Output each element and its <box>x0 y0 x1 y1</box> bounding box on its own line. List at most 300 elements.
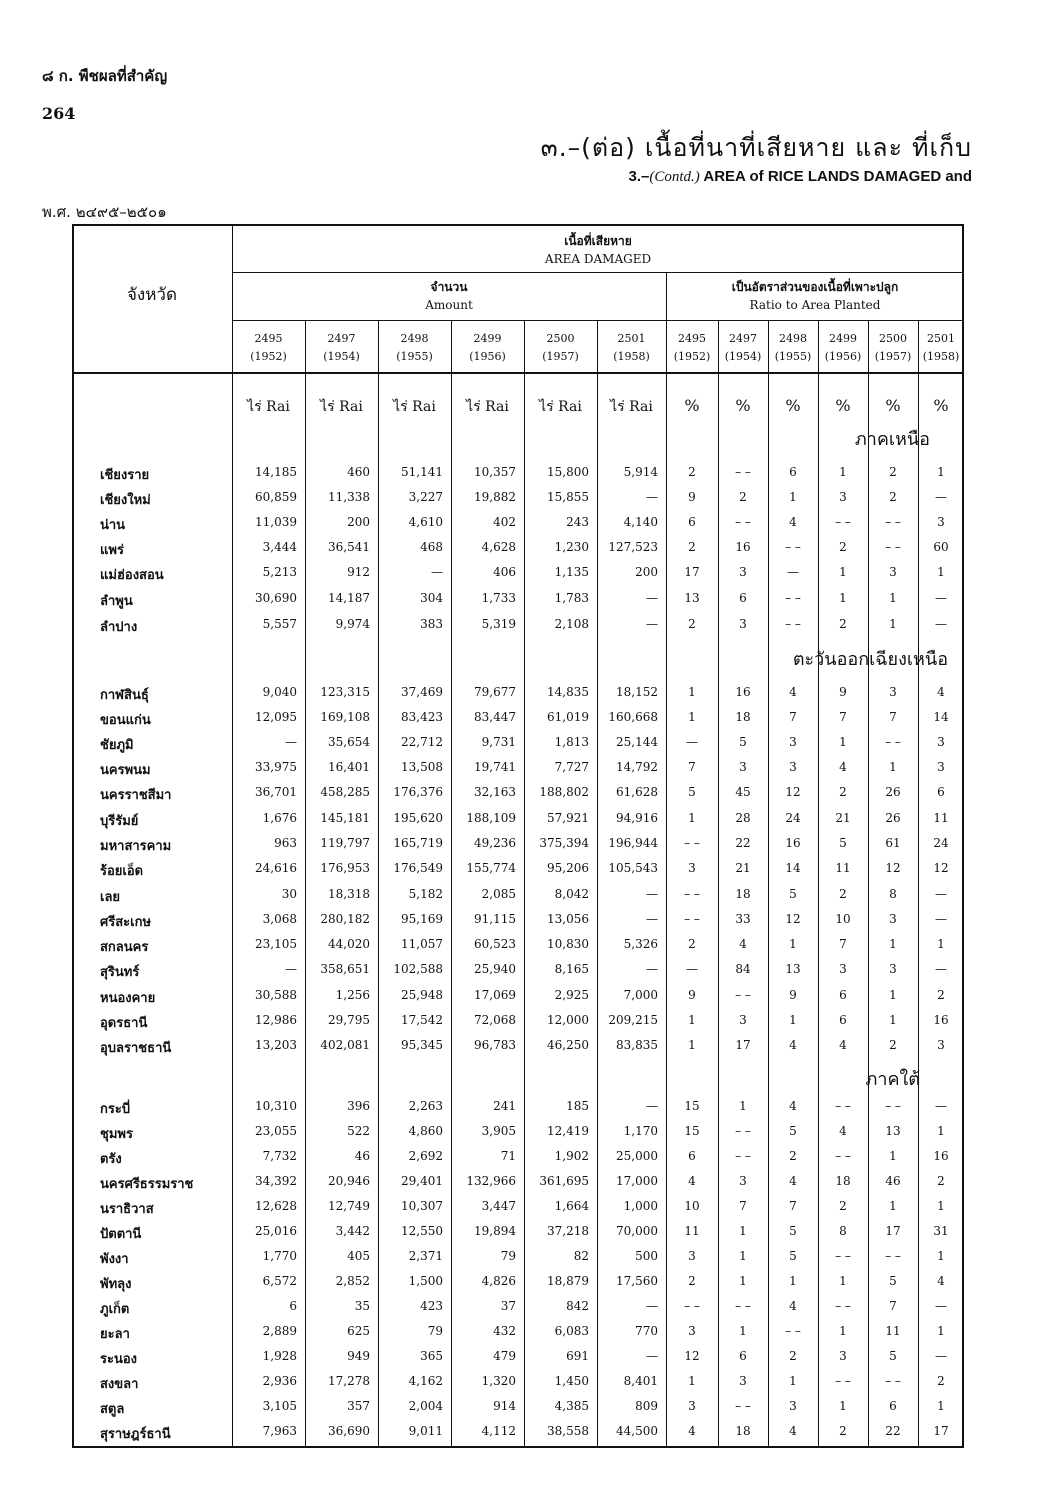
rule-amount-ratio-divider <box>666 272 667 1448</box>
amount-cell: 13,056 <box>547 912 589 926</box>
ratio-cell: – – <box>684 887 700 901</box>
amount-cell: 7,963 <box>262 1424 297 1438</box>
ratio-cell: — <box>935 591 947 605</box>
amount-cell: 18,879 <box>547 1274 589 1288</box>
amount-cell: 1,170 <box>623 1124 658 1138</box>
ratio-cell: 12 <box>885 861 901 875</box>
ratio-cell: 4 <box>688 1174 696 1188</box>
ratio-cell: – – <box>885 735 901 749</box>
ratio-cell: — <box>935 962 947 976</box>
ratio-cell: 3 <box>688 1249 696 1263</box>
amount-cell: 1,783 <box>554 591 589 605</box>
province-name: ร้อยเอ็ด <box>100 864 144 879</box>
amount-cell: 60,859 <box>255 490 297 504</box>
ratio-cell: 3 <box>937 515 945 529</box>
amount-cell: — <box>285 735 297 749</box>
ratio-cell: 12 <box>785 785 801 799</box>
amount-cell: 2,371 <box>408 1249 443 1263</box>
amount-cell: 7,732 <box>262 1149 297 1163</box>
amount-cell: 160,668 <box>608 710 658 724</box>
amount-cell: 17,069 <box>474 988 516 1002</box>
table-title-thai: ๓.–(ต่อ) เนื้อที่นาที่เสียหาย และ ที่เก็บ <box>540 133 972 162</box>
ratio-year-be: 2501 <box>927 332 955 345</box>
ratio-cell: 10 <box>684 1199 700 1213</box>
amount-cell: 1,676 <box>262 811 297 825</box>
amount-cell: 17,560 <box>616 1274 658 1288</box>
amount-cell: 17,000 <box>616 1174 658 1188</box>
ratio-year-ce: (1956) <box>824 350 862 363</box>
province-name: เลย <box>100 890 121 905</box>
amount-year-ce: (1958) <box>613 350 650 363</box>
amount-cell: 19,741 <box>474 760 516 774</box>
amount-cell: 119,797 <box>320 836 370 850</box>
ratio-cell: — <box>935 887 947 901</box>
amount-cell: 3,442 <box>335 1224 370 1238</box>
amount-cell: 3,447 <box>481 1199 516 1213</box>
province-name: นครศรีธรรมราช <box>100 1177 194 1192</box>
ratio-cell: 1 <box>739 1224 747 1238</box>
ratio-cell: 46 <box>885 1174 901 1188</box>
amount-cell: 912 <box>347 565 370 579</box>
ratio-cell: 16 <box>785 836 801 850</box>
amount-cell: 3,444 <box>262 540 297 554</box>
title-en-contd: (Contd.) <box>649 169 700 185</box>
amount-cell: 8,165 <box>554 962 589 976</box>
ratio-cell: 1 <box>937 1249 945 1263</box>
ratio-cell: 5 <box>789 1249 797 1263</box>
amount-cell: 20,946 <box>328 1174 370 1188</box>
amount-cell: 46,250 <box>547 1038 589 1052</box>
ratio-cell: 3 <box>839 962 847 976</box>
ratio-cell: 24 <box>785 811 801 825</box>
amount-cell: 35,654 <box>328 735 370 749</box>
ratio-cell: – – <box>835 515 851 529</box>
ratio-cell: – – <box>885 540 901 554</box>
ratio-cell: – – <box>785 617 801 631</box>
ratio-cell: — <box>935 1099 947 1113</box>
amount-cell: 402 <box>493 515 516 529</box>
amount-cell: 11,338 <box>328 490 370 504</box>
amount-cell: 44,500 <box>616 1424 658 1438</box>
amount-cell: 6 <box>289 1299 297 1313</box>
ratio-cell: – – <box>735 988 751 1002</box>
amount-cell: 809 <box>635 1399 658 1413</box>
province-name: นครราชสีมา <box>100 788 172 803</box>
amount-cell: 406 <box>493 565 516 579</box>
ratio-cell: 3 <box>739 617 747 631</box>
amount-header-en: Amount <box>425 298 473 312</box>
rule-amount-col <box>378 320 379 1448</box>
province-header: จังหวัด <box>126 285 178 305</box>
ratio-cell: 12 <box>933 861 949 875</box>
table-title-english <box>628 168 972 186</box>
amount-cell: 468 <box>420 540 443 554</box>
amount-cell: 188,802 <box>539 785 589 799</box>
amount-cell: 10,830 <box>547 937 589 951</box>
ratio-cell: 4 <box>789 515 797 529</box>
ratio-cell: 21 <box>735 861 751 875</box>
province-name: ลำปาง <box>100 620 138 635</box>
amount-cell: 1,664 <box>554 1199 589 1213</box>
amount-cell: 12,628 <box>255 1199 297 1213</box>
ratio-cell: 3 <box>739 1013 747 1027</box>
amount-cell: 2,925 <box>554 988 589 1002</box>
amount-cell: 23,055 <box>255 1124 297 1138</box>
ratio-cell: 5 <box>889 1274 897 1288</box>
amount-cell: 12,095 <box>255 710 297 724</box>
ratio-year-be: 2497 <box>729 332 757 345</box>
ratio-cell: 2 <box>739 490 747 504</box>
amount-cell: 72,068 <box>474 1013 516 1027</box>
ratio-cell: 1 <box>839 1274 847 1288</box>
ratio-cell: 4 <box>937 685 945 699</box>
rule-amount-col <box>597 320 598 1448</box>
amount-cell: 3,905 <box>481 1124 516 1138</box>
ratio-cell: 22 <box>735 836 751 850</box>
ratio-cell: 3 <box>889 685 897 699</box>
ratio-cell: 1 <box>839 565 847 579</box>
ratio-cell: 7 <box>839 710 847 724</box>
ratio-cell: 1 <box>688 1374 696 1388</box>
ratio-cell: 1 <box>789 490 797 504</box>
province-name: เชียงราย <box>100 468 150 483</box>
ratio-cell: 1 <box>839 735 847 749</box>
ratio-cell: 7 <box>889 710 897 724</box>
amount-cell: 1,000 <box>623 1199 658 1213</box>
amount-cell: 8,401 <box>623 1374 658 1388</box>
ratio-cell: – – <box>885 1099 901 1113</box>
ratio-cell: – – <box>835 1299 851 1313</box>
province-name: นราธิวาส <box>100 1202 154 1217</box>
amount-cell: 1,770 <box>262 1249 297 1263</box>
amount-cell: 460 <box>347 465 370 479</box>
amount-cell: 5,319 <box>481 617 516 631</box>
amount-cell: 14,187 <box>328 591 370 605</box>
ratio-cell: 61 <box>885 836 901 850</box>
unit-percent: % <box>735 396 751 415</box>
amount-year-ce: (1955) <box>396 350 433 363</box>
ratio-cell: – – <box>835 1249 851 1263</box>
amount-cell: 195,620 <box>393 811 443 825</box>
ratio-cell: 4 <box>937 1274 945 1288</box>
ratio-cell: 22 <box>885 1424 901 1438</box>
ratio-cell: 5 <box>688 785 696 799</box>
ratio-cell: 5 <box>789 887 797 901</box>
amount-cell: 102,588 <box>393 962 443 976</box>
amount-cell: 405 <box>347 1249 370 1263</box>
ratio-cell: — <box>787 565 799 579</box>
amount-cell: 5,914 <box>623 465 658 479</box>
amount-cell: 1,256 <box>335 988 370 1002</box>
amount-cell: — <box>646 490 658 504</box>
area-damaged-header-th: เนื้อที่เสียหาย <box>564 234 632 248</box>
ratio-cell: 18 <box>735 710 751 724</box>
rule-amount-col <box>524 320 525 1448</box>
ratio-cell: 24 <box>933 836 949 850</box>
amount-cell: 949 <box>347 1349 370 1363</box>
amount-cell: 19,894 <box>474 1224 516 1238</box>
amount-cell: 91,115 <box>474 912 516 926</box>
ratio-cell: 1 <box>739 1099 747 1113</box>
amount-cell: 402,081 <box>320 1038 370 1052</box>
amount-cell: — <box>646 1099 658 1113</box>
ratio-cell: 2 <box>839 887 847 901</box>
province-name: น่าน <box>100 518 126 533</box>
amount-cell: — <box>646 1349 658 1363</box>
ratio-year-be: 2495 <box>678 332 706 345</box>
amount-cell: 9,974 <box>335 617 370 631</box>
amount-cell: 96,783 <box>474 1038 516 1052</box>
ratio-cell: 1 <box>889 1199 897 1213</box>
amount-cell: 4,628 <box>481 540 516 554</box>
amount-cell: 10,310 <box>255 1099 297 1113</box>
amount-cell: 200 <box>635 565 658 579</box>
amount-cell: 155,774 <box>466 861 516 875</box>
amount-cell: 15,855 <box>547 490 589 504</box>
amount-cell: 13,203 <box>255 1038 297 1052</box>
amount-cell: 16,401 <box>328 760 370 774</box>
ratio-cell: 4 <box>789 1038 797 1052</box>
province-name: พัทลุง <box>100 1277 132 1292</box>
ratio-cell: 3 <box>839 490 847 504</box>
ratio-cell: 4 <box>789 1174 797 1188</box>
unit-rai: ไร่ Rai <box>539 399 582 415</box>
amount-cell: 25,016 <box>255 1224 297 1238</box>
ratio-year-ce: (1952) <box>673 350 711 363</box>
ratio-cell: 4 <box>789 1299 797 1313</box>
amount-cell: 1,230 <box>554 540 589 554</box>
ratio-cell: 1 <box>937 937 945 951</box>
ratio-cell: 6 <box>688 1149 696 1163</box>
amount-cell: 30,690 <box>255 591 297 605</box>
ratio-cell: – – <box>735 1399 751 1413</box>
province-name: สตูล <box>100 1402 125 1417</box>
amount-cell: 11,039 <box>255 515 297 529</box>
province-name: กาฬสินธุ์ <box>100 688 149 703</box>
province-name: สุราษฎร์ธานี <box>100 1427 171 1442</box>
ratio-cell: — <box>935 1299 947 1313</box>
unit-percent: % <box>785 396 801 415</box>
ratio-cell: 17 <box>684 565 700 579</box>
amount-cell: 458,285 <box>320 785 370 799</box>
province-name: นครพนม <box>100 763 151 778</box>
ratio-cell: — <box>935 912 947 926</box>
amount-cell: 35 <box>354 1299 370 1313</box>
ratio-cell: 3 <box>739 1174 747 1188</box>
amount-cell: 19,882 <box>474 490 516 504</box>
ratio-cell: 1 <box>937 1399 945 1413</box>
amount-cell: 842 <box>566 1299 589 1313</box>
ratio-cell: 1 <box>889 937 897 951</box>
section-header: ๘ ก. พืชผลที่สำคัญ <box>42 67 168 85</box>
ratio-cell: – – <box>885 515 901 529</box>
ratio-cell: 17 <box>885 1224 901 1238</box>
amount-cell: 914 <box>493 1399 516 1413</box>
province-name: ขอนแก่น <box>100 713 151 728</box>
ratio-cell: – – <box>735 1299 751 1313</box>
amount-cell: 123,315 <box>320 685 370 699</box>
ratio-cell: 14 <box>933 710 949 724</box>
page-number: 264 <box>42 104 76 123</box>
amount-cell: 95,169 <box>401 912 443 926</box>
ratio-cell: 1 <box>889 617 897 631</box>
province-name: หนองคาย <box>100 991 156 1006</box>
ratio-cell: 1 <box>937 565 945 579</box>
amount-cell: — <box>646 1299 658 1313</box>
amount-cell: 17,278 <box>328 1374 370 1388</box>
amount-cell: 95,345 <box>401 1038 443 1052</box>
ratio-cell: 2 <box>789 1349 797 1363</box>
ratio-cell: 3 <box>937 1038 945 1052</box>
ratio-cell: 1 <box>789 1274 797 1288</box>
province-name: แม่ฮ่องสอน <box>100 568 164 583</box>
amount-year-be: 2498 <box>400 332 429 345</box>
amount-cell: 5,182 <box>408 887 443 901</box>
ratio-year-be: 2498 <box>779 332 807 345</box>
ratio-cell: 1 <box>937 465 945 479</box>
ratio-cell: 15 <box>684 1099 700 1113</box>
amount-cell: 44,020 <box>328 937 370 951</box>
title-en-main: AREA of RICE LANDS DAMAGED and <box>699 168 972 185</box>
rule-amount-col <box>451 320 452 1448</box>
rule-under-amount <box>232 320 964 321</box>
amount-cell: 9,011 <box>408 1424 443 1438</box>
ratio-cell: 26 <box>885 785 901 799</box>
amount-cell: 522 <box>347 1124 370 1138</box>
rule-province-divider <box>232 224 233 1448</box>
province-name: ลำพูน <box>100 594 133 609</box>
ratio-cell: 5 <box>739 735 747 749</box>
amount-cell: 4,826 <box>481 1274 516 1288</box>
ratio-cell: 1 <box>937 1199 945 1213</box>
province-name: บุรีรัมย์ <box>100 814 139 829</box>
amount-cell: 82 <box>573 1249 589 1263</box>
amount-year-ce: (1954) <box>323 350 360 363</box>
ratio-cell: 9 <box>789 988 797 1002</box>
ratio-cell: 9 <box>688 490 696 504</box>
amount-cell: 6,083 <box>554 1324 589 1338</box>
amount-cell: 60,523 <box>474 937 516 951</box>
amount-cell: 49,236 <box>474 836 516 850</box>
ratio-year-ce: (1955) <box>774 350 812 363</box>
ratio-cell: 2 <box>839 540 847 554</box>
province-name: อุดรธานี <box>100 1016 148 1031</box>
amount-cell: 1,320 <box>481 1374 516 1388</box>
ratio-cell: 18 <box>835 1174 851 1188</box>
ratio-cell: 6 <box>688 515 696 529</box>
amount-cell: 5,557 <box>262 617 297 631</box>
ratio-year-ce: (1957) <box>874 350 912 363</box>
amount-cell: 8,042 <box>554 887 589 901</box>
ratio-cell: 4 <box>789 1424 797 1438</box>
amount-cell: 1,450 <box>554 1374 589 1388</box>
ratio-cell: 1 <box>839 465 847 479</box>
amount-cell: 169,108 <box>320 710 370 724</box>
ratio-cell: — <box>935 1349 947 1363</box>
ratio-cell: 15 <box>684 1124 700 1138</box>
ratio-cell: 6 <box>889 1399 897 1413</box>
amount-cell: 2,852 <box>335 1274 370 1288</box>
ratio-cell: 7 <box>889 1299 897 1313</box>
province-name: ชุมพร <box>100 1127 133 1142</box>
ratio-cell: 1 <box>889 1149 897 1163</box>
ratio-cell: 1 <box>789 937 797 951</box>
area-damaged-header-en: AREA DAMAGED <box>544 252 652 266</box>
ratio-cell: 17 <box>933 1424 949 1438</box>
ratio-cell: 2 <box>839 1424 847 1438</box>
ratio-year-ce: (1958) <box>922 350 960 363</box>
ratio-cell: 3 <box>739 1374 747 1388</box>
amount-cell: 79 <box>427 1324 443 1338</box>
ratio-cell: 2 <box>688 937 696 951</box>
amount-cell: 5,213 <box>262 565 297 579</box>
amount-cell: 423 <box>420 1299 443 1313</box>
amount-cell: 37,469 <box>401 685 443 699</box>
amount-cell: 165,719 <box>393 836 443 850</box>
ratio-cell: 28 <box>735 811 751 825</box>
amount-cell: 25,144 <box>616 735 658 749</box>
amount-cell: 71 <box>500 1149 516 1163</box>
year-range: พ.ศ. ๒๔๙๕–๒๕๐๑ <box>42 203 167 221</box>
amount-cell: 6,572 <box>262 1274 297 1288</box>
amount-cell: 36,541 <box>328 540 370 554</box>
ratio-cell: 4 <box>839 1124 847 1138</box>
ratio-cell: 7 <box>688 760 696 774</box>
province-name: แพร่ <box>100 543 124 558</box>
amount-cell: 176,549 <box>393 861 443 875</box>
amount-cell: 4,112 <box>481 1424 516 1438</box>
ratio-cell: 11 <box>835 861 851 875</box>
region-heading: ภาคใต้ <box>865 1069 920 1090</box>
amount-year-be: 2497 <box>327 332 356 345</box>
ratio-cell: 3 <box>789 1399 797 1413</box>
amount-cell: 176,953 <box>320 861 370 875</box>
amount-cell: 479 <box>493 1349 516 1363</box>
amount-cell: 10,307 <box>401 1199 443 1213</box>
province-name: พังงา <box>100 1252 129 1267</box>
ratio-cell: — <box>935 490 947 504</box>
ratio-cell: 1 <box>889 591 897 605</box>
ratio-cell: 3 <box>739 760 747 774</box>
amount-cell: 1,928 <box>262 1349 297 1363</box>
amount-cell: 32,163 <box>474 785 516 799</box>
province-name: เชียงใหม่ <box>100 493 151 508</box>
ratio-cell: 3 <box>937 760 945 774</box>
ratio-cell: — <box>686 735 698 749</box>
amount-year-be: 2500 <box>546 332 575 345</box>
amount-cell: — <box>646 617 658 631</box>
ratio-cell: 16 <box>933 1013 949 1027</box>
amount-cell: 2,085 <box>481 887 516 901</box>
ratio-cell: 1 <box>889 760 897 774</box>
amount-cell: 396 <box>347 1099 370 1113</box>
ratio-cell: 4 <box>789 685 797 699</box>
ratio-cell: 5 <box>889 1349 897 1363</box>
rule-under-header <box>72 372 964 374</box>
ratio-cell: 84 <box>735 962 751 976</box>
province-name: อุบลราชธานี <box>100 1041 172 1056</box>
ratio-cell: 60 <box>933 540 949 554</box>
amount-cell: 13,508 <box>401 760 443 774</box>
ratio-cell: 1 <box>889 1013 897 1027</box>
ratio-cell: 2 <box>688 465 696 479</box>
ratio-cell: 4 <box>839 1038 847 1052</box>
amount-cell: 12,000 <box>547 1013 589 1027</box>
amount-cell: 1,733 <box>481 591 516 605</box>
ratio-cell: 1 <box>688 685 696 699</box>
ratio-cell: 7 <box>839 937 847 951</box>
amount-cell: 94,916 <box>616 811 658 825</box>
